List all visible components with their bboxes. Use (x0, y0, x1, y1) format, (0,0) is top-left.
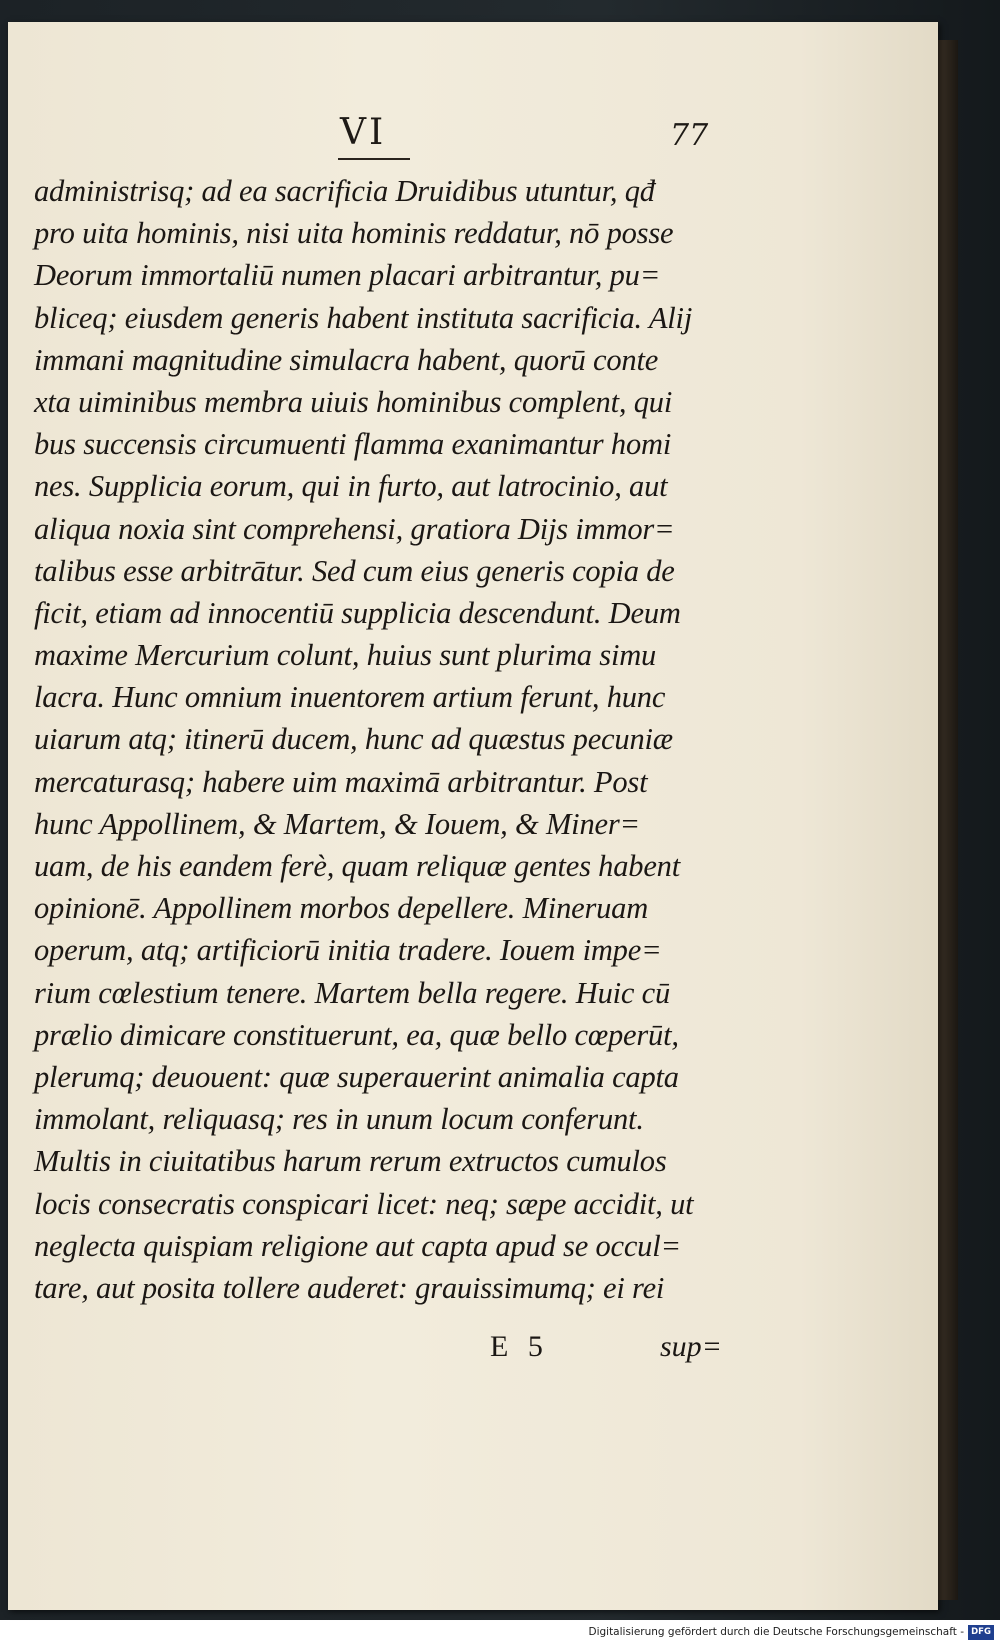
text-line: immolant, reliquasq; res in unum locum conferunt. (34, 1102, 644, 1137)
text-line: ficit, etiam ad innocentiū supplicia descendunt. Deum (34, 595, 681, 630)
text-line: mercaturasq; habere uim maximā arbitrantur. Post (34, 764, 648, 799)
text-line: maxime Mercurium colunt, huius sunt plurima simu (34, 638, 657, 673)
page-number: 77 (670, 118, 709, 153)
text-line: rium cœlestium tenere. Martem bella regere. Huic cū (34, 975, 671, 1010)
text-line: talibus esse arbitrātur. Sed cum eius generis copia de (34, 553, 675, 588)
text-line: plerumq; deuouent: quæ superauerint animalia capta (34, 1059, 679, 1094)
catchword: sup= (660, 1330, 722, 1363)
text-line: locis consecratis conspicari licet: neq; sæpe accidit, ut (34, 1186, 694, 1221)
text-line: uam, de his eandem ferè, quam reliquæ gentes habent (34, 849, 680, 883)
section-number: VI (340, 112, 387, 153)
page-edge (938, 40, 958, 1600)
text-line: opinionē. Appollinem morbos depellere. Mineruam (34, 891, 649, 926)
body-text (34, 170, 734, 1309)
text-line: Multis in ciuitatibus harum rerum extructos cumulos (34, 1144, 667, 1179)
text-line: nes. Supplicia eorum, qui in furto, aut latrocinio, aut (34, 469, 668, 504)
section-underline (338, 158, 410, 160)
text-line: xta uiminibus membra uiuis hominibus complent, qui (34, 384, 673, 419)
funding-credit: Digitalisierung gefördert durch die Deutsche Forschungsgemeinschaft - (588, 1626, 964, 1638)
text-line: neglecta quispiam religione aut capta apud se occul= (34, 1228, 681, 1263)
text-line: immani magnitudine simulacra habent, quorū conte (34, 342, 659, 377)
text-line: uiarum atq; itinerū ducem, hunc ad quæstus pecuniæ (34, 722, 673, 757)
text-line: bliceq; eiusdem generis habent instituta sacrificia. Alij (34, 300, 693, 335)
text-line: hunc Appollinem, & Martem, & Iouem, & Miner= (34, 806, 640, 841)
bleed-through-header (300, 98, 317, 138)
credit-bar (0, 1622, 1000, 1645)
text-line: tare, aut posita tollere auderet: grauissimumq; ei rei (34, 1270, 665, 1305)
text-line: pro uita hominis, nisi uita hominis reddatur, nō posse (34, 216, 674, 251)
text-line: Deorum immortaliū numen placari arbitrantur, pu= (34, 258, 661, 293)
text-line: bus succensis circumuenti flamma exanimantur homi (34, 427, 672, 462)
text-line: lacra. Hunc omnium inuentorem artium ferunt, hunc (34, 680, 666, 715)
dfg-logo: DFG (968, 1625, 994, 1640)
text-line: prælio dimicare constituerunt, ea, quæ bello cœperūt, (34, 1017, 679, 1052)
signature-mark: E 5 (490, 1330, 549, 1363)
text-line: aliqua noxia sint comprehensi, gratiora Dijs immor= (34, 511, 675, 546)
text-line: operum, atq; artificiorū initia tradere. Iouem impe= (34, 933, 662, 968)
text-line: administrisq; ad ea sacrificia Druidibus utuntur, qđ (34, 174, 655, 208)
